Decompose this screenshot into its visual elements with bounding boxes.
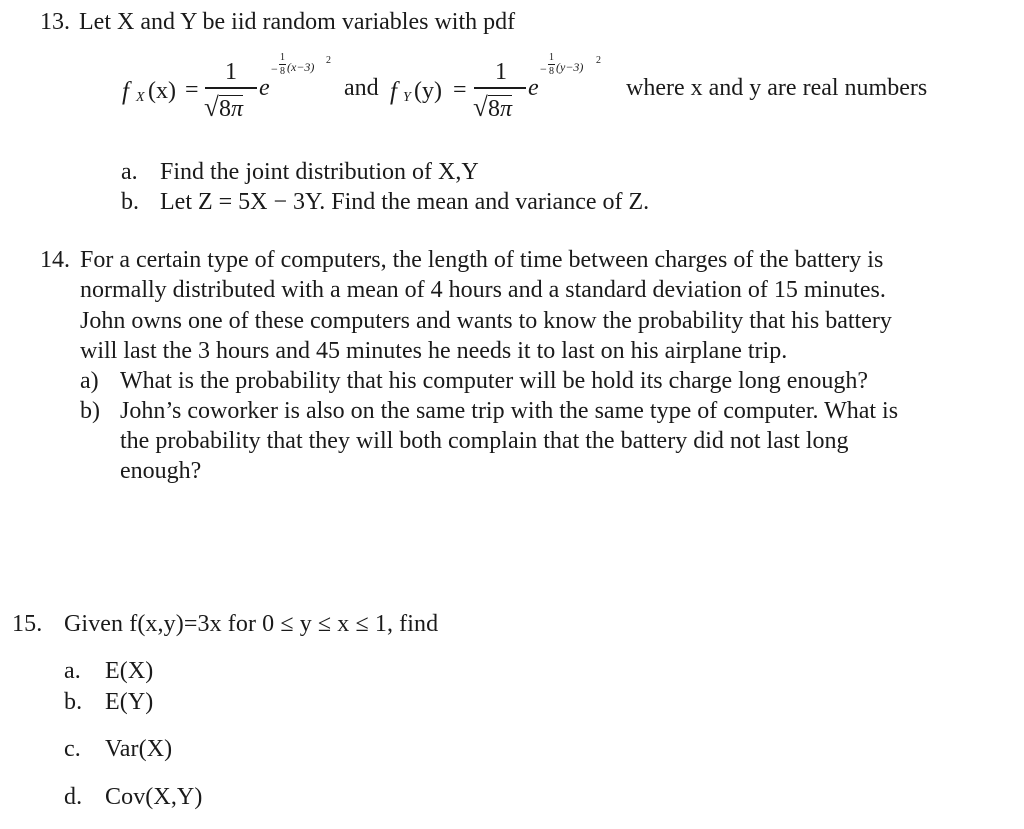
pdf-x-f: f bbox=[122, 78, 129, 105]
q13-domain-note: where x and y are real numbers bbox=[626, 75, 928, 101]
q13-part-b-text: Let Z = 5X − 3Y. Find the mean and variance of Z. bbox=[160, 189, 650, 215]
q14-part-b-line-2: the probability that they will both complain that the battery did not last long bbox=[120, 428, 849, 454]
pdf-x-base-e: e bbox=[259, 75, 270, 101]
q15-part-d-label: d. bbox=[64, 784, 83, 810]
q13-and: and bbox=[344, 75, 379, 101]
pdf-x-exp-bar bbox=[279, 64, 286, 65]
q14-line-4: will last the 3 hours and 45 minutes he needs it to last on his airplane trip. bbox=[80, 338, 788, 364]
q14-number: 14. bbox=[40, 247, 70, 273]
pdf-y-radical: √ bbox=[473, 92, 488, 122]
pdf-y-exp-den: 8 bbox=[549, 66, 554, 77]
q15-part-c-label: c. bbox=[64, 736, 81, 762]
pdf-x-arg: (x) bbox=[148, 78, 176, 104]
q14-line-1: For a certain type of computers, the length of time between charges of the battery is bbox=[80, 247, 884, 273]
pdf-x-exp-rest: (x−3) bbox=[287, 60, 315, 74]
pdf-y-base-e: e bbox=[528, 75, 539, 101]
pdf-y-radicand-pi: π bbox=[500, 96, 513, 122]
q13-stem: Let X and Y be iid random variables with pdf bbox=[79, 9, 516, 35]
pdf-x-radicand-8: 8 bbox=[219, 96, 231, 122]
pdf-y-radicand-8: 8 bbox=[488, 96, 500, 122]
pdf-y-exp-minus: − bbox=[540, 62, 547, 76]
q14-part-b-label: b) bbox=[80, 398, 100, 424]
q14-part-a-label: a) bbox=[80, 368, 99, 394]
q13-number: 13. bbox=[40, 9, 70, 35]
pdf-x-sub: X bbox=[136, 90, 145, 105]
pdf-y-sub: Y bbox=[403, 90, 411, 105]
q15-part-d-text: Cov(X,Y) bbox=[105, 784, 203, 810]
q15-part-b-label: b. bbox=[64, 689, 83, 715]
pdf-x-exp-minus: − bbox=[271, 62, 278, 76]
pdf-y-numerator: 1 bbox=[495, 59, 507, 85]
q13-part-b-label: b. bbox=[121, 189, 139, 215]
q14-part-a-text: What is the probability that his computer will be hold its charge long enough? bbox=[120, 368, 869, 394]
pdf-y-exp-pow: 2 bbox=[596, 55, 601, 66]
pdf-x-radicand-pi: π bbox=[231, 96, 244, 122]
q14-part-b-line-1: John’s coworker is also on the same trip with the same type of computer. What is bbox=[120, 398, 899, 424]
pdf-y-arg: (y) bbox=[414, 78, 442, 104]
q15-stem: Given f(x,y)=3x for 0 ≤ y ≤ x ≤ 1, find bbox=[64, 611, 439, 637]
pdf-x-equals: = bbox=[185, 77, 199, 103]
q15-number: 15. bbox=[12, 611, 43, 637]
q15-part-a-label: a. bbox=[64, 658, 81, 684]
pdf-x-numerator: 1 bbox=[225, 59, 237, 85]
pdf-y-exp-bar bbox=[548, 64, 555, 65]
pdf-y-fraction-bar bbox=[474, 87, 526, 89]
q13-part-a-label: a. bbox=[121, 159, 138, 185]
pdf-x-exp-den: 8 bbox=[280, 66, 285, 77]
q14-line-2: normally distributed with a mean of 4 hours and a standard deviation of 15 minutes. bbox=[80, 277, 886, 303]
pdf-y-exp-num: 1 bbox=[549, 52, 554, 63]
q15-part-a-text: E(X) bbox=[105, 658, 154, 684]
q15-part-b-text: E(Y) bbox=[105, 689, 154, 715]
q13-part-a-text: Find the joint distribution of X,Y bbox=[160, 159, 479, 185]
pdf-y-exp-rest: (y−3) bbox=[556, 60, 584, 74]
pdf-x-radical: √ bbox=[204, 92, 219, 122]
pdf-x-radicand bbox=[219, 95, 243, 121]
pdf-y-radicand bbox=[488, 95, 512, 121]
pdf-y-f: f bbox=[390, 78, 397, 105]
q14-line-3: John owns one of these computers and wants to know the probability that his battery bbox=[80, 308, 892, 334]
pdf-y-equals: = bbox=[453, 77, 467, 103]
q14-part-b-line-3: enough? bbox=[120, 458, 202, 484]
pdf-x-fraction-bar bbox=[205, 87, 257, 89]
pdf-x-exp-num: 1 bbox=[280, 52, 285, 63]
pdf-x-exp-pow: 2 bbox=[326, 55, 331, 66]
q15-part-c-text: Var(X) bbox=[105, 736, 173, 762]
